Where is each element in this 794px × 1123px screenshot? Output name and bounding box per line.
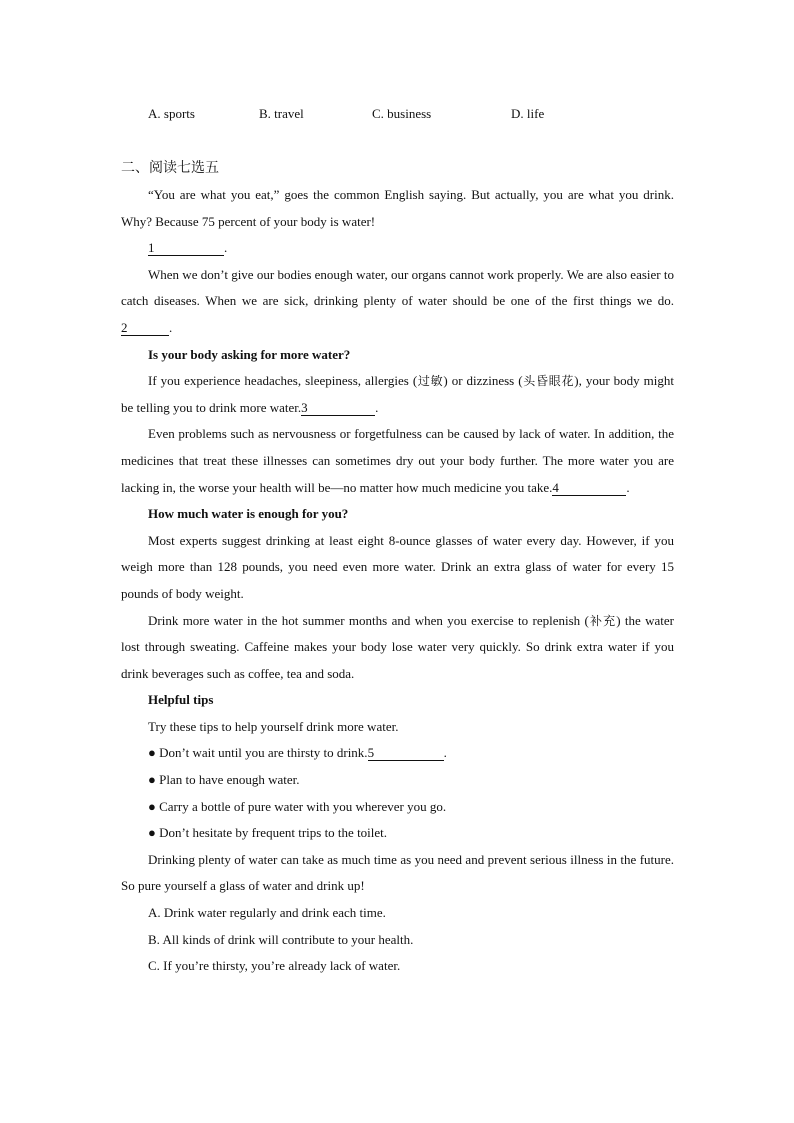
gloss-replenish: 补充: [588, 613, 617, 628]
tip-4: ● Don’t hesitate by frequent trips to the toilet.: [148, 825, 388, 841]
option-a: A. sports: [148, 106, 195, 121]
blank-1[interactable]: 1: [148, 240, 224, 256]
paragraph-6-text-b: ) the water lost through sweating. Caffeine makes your body lose water very quickly. So drink extra water if you drink beverages such as coffee, tea and soda.: [121, 612, 674, 681]
paragraph-5: Most experts suggest drinking at least eight 8-ounce glasses of water every day. However, if you weigh more than 128 pounds, you need even more water. Drink an extra glass of water for every 15 pounds of body weight.: [121, 532, 674, 601]
option-b: B. travel: [259, 106, 304, 121]
heading-2: How much water is enough for you?: [148, 506, 349, 522]
paragraph-4: Even problems such as nervousness or forgetfulness can be caused by lack of water. In addition, the medicines that treat these illnesses can sometimes dry out your body further. The more water you are lacking in, the worse your health will be—no matter how much medicine you take.4 .: [121, 426, 674, 495]
gloss-dizziness: 头昏眼花: [522, 374, 575, 389]
answer-option-b: B. All kinds of drink will contribute to your health.: [148, 931, 414, 947]
paragraph-6: [121, 608, 674, 688]
paragraph-blank-1: 1 .: [148, 240, 228, 256]
answer-option-a: A. Drink water regularly and drink each time.: [148, 905, 386, 921]
paragraph-2: When we don’t give our bodies enough water, our organs cannot work properly. We are also easier to catch diseases. When we are sick, drinking plenty of water should be one of the first things we do.2 .: [121, 266, 674, 335]
tip-1: ● Don’t wait until you are thirsty to drink.5 .: [148, 745, 447, 761]
paragraph-7: Try these tips to help yourself drink more water.: [148, 718, 399, 734]
section-title: 二、阅读七选五: [121, 160, 219, 176]
paragraph-8: Drinking plenty of water can take as much time as you need and prevent serious illness in the future. So pure yourself a glass of water and drink up!: [121, 851, 674, 894]
paragraph-3-text-a: If you experience headaches, sleepiness, allergies (: [148, 373, 418, 389]
passage-body: [121, 182, 674, 980]
paragraph-3-text-b: ) or dizziness (: [443, 373, 523, 389]
paragraph-2-text: When we don’t give our bodies enough water, our organs cannot work properly. We are also easier to catch diseases. When we are sick, drinking plenty of water should be one of the first things we do.: [121, 266, 674, 309]
tip-1-text: ● Don’t wait until you are thirsty to drink.: [148, 745, 368, 761]
paragraph-1: “You are what you eat,” goes the common English saying. But actually, you are what you drink. Why? Because 75 percent of your body is water!: [121, 187, 674, 229]
answer-option-c: C. If you’re thirsty, you’re already lack of water.: [148, 958, 401, 974]
option-c: C. business: [372, 106, 432, 121]
blank-4[interactable]: 4: [552, 480, 626, 496]
paragraph-3: If you experience headaches, sleepiness, allergies (过敏) or dizziness (头昏眼花), your body might be telling you to drink more water.3 .: [121, 373, 674, 415]
blank-5[interactable]: 5: [368, 745, 444, 761]
heading-3: Helpful tips: [148, 692, 214, 708]
blank-2[interactable]: 2: [121, 320, 169, 336]
question-options: [0, 106, 794, 126]
heading-1: Is your body asking for more water?: [148, 346, 351, 362]
tip-2: ● Plan to have enough water.: [148, 772, 300, 788]
gloss-allergies: 过敏: [417, 374, 444, 389]
paragraph-4-text: Even problems such as nervousness or forgetfulness can be caused by lack of water. In addition, the medicines that treat these illnesses can sometimes dry out your body further. The more water you are lacking in, the worse your health will be—no matter how much medicine you take.: [121, 426, 674, 495]
paragraph-3-text-c: ), your body might be telling you to drink more water.: [121, 373, 674, 415]
paragraph-6-text-a: Drink more water in the hot summer months and when you exercise to replenish (: [148, 612, 589, 628]
option-d: D. life: [511, 106, 545, 121]
blank-3[interactable]: 3: [301, 400, 375, 416]
tip-3: ● Carry a bottle of pure water with you wherever you go.: [148, 798, 447, 814]
